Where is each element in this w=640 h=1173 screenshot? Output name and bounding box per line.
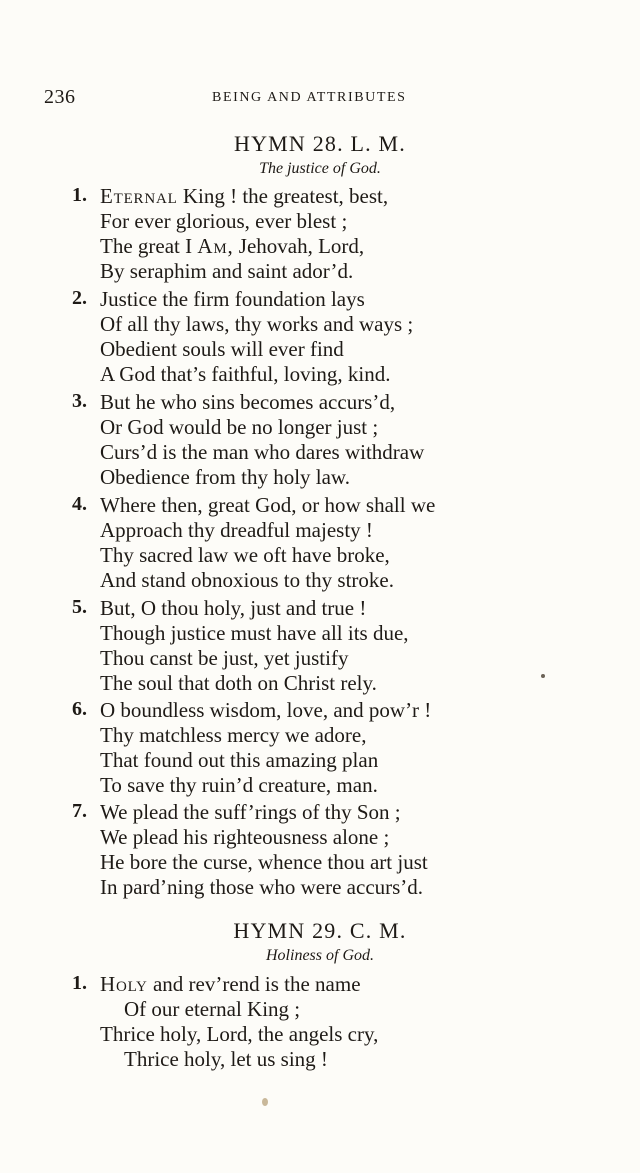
hymn-28-stanza-6 [72, 698, 532, 798]
foxing-spot [262, 1098, 268, 1106]
hymn-29-subtitle: Holiness of God. [266, 947, 374, 964]
stanza-line: That found out this amazing plan [100, 748, 379, 772]
stanza-number: 1. [72, 972, 87, 994]
stanza-number: 1. [72, 184, 87, 206]
stanza-line: Curs’d is the man who dares withdraw [100, 440, 425, 464]
stanza-line: A God that’s faithful, loving, kind. [100, 362, 391, 386]
stanza-number: 5. [72, 596, 87, 618]
stanza-line: To save thy ruin’d creature, man. [100, 773, 378, 797]
stanza-line: Obedience from thy holy law. [100, 465, 350, 489]
hymn-28-title: HYMN 28. L. M. [233, 131, 407, 156]
stanza-line: Or God would be no longer just ; [100, 415, 379, 439]
hymn-28-stanza-2 [72, 287, 532, 387]
stanza-line: But he who sins becomes accurs’d, [100, 390, 396, 414]
stanza-line: The soul that doth on Christ rely. [100, 671, 377, 695]
hymn-28-stanza-3 [72, 390, 532, 490]
stanza-line: Thrice holy, let us sing ! [124, 1047, 328, 1071]
stanza-line: We plead the suff’rings of thy Son ; [100, 800, 401, 824]
small-caps-word: Eternal [100, 184, 178, 208]
small-caps-word: Holy [100, 972, 148, 996]
stanza-line: By seraphim and saint ador’d. [100, 259, 354, 283]
running-title: BEING AND ATTRIBUTES [212, 90, 407, 105]
hymn-28-stanza-7 [72, 800, 532, 900]
hymn-28-stanza-5 [72, 596, 532, 696]
stanza-line: Thou canst be just, yet justify [100, 646, 349, 670]
hymn-28-subtitle: The justice of God. [259, 160, 381, 177]
stanza-line: Though justice must have all its due, [100, 621, 409, 645]
stanza-number: 4. [72, 493, 87, 515]
stanza-line: And stand obnoxious to thy stroke. [100, 568, 394, 592]
stanza-line: Where then, great God, or how shall we [100, 493, 436, 517]
small-caps-word: Am, [197, 234, 234, 258]
stanza-number: 3. [72, 390, 87, 412]
running-head [44, 86, 444, 112]
stanza-number: 7. [72, 800, 87, 822]
stanza-line: Thrice holy, Lord, the angels cry, [100, 1022, 379, 1046]
stanza-line: In pard’ning those who were accurs’d. [100, 875, 424, 899]
line-text: The great I [100, 234, 198, 258]
stanza-line: Approach thy dreadful majesty ! [100, 518, 373, 542]
stanza-line: Justice the firm foundation lays [100, 287, 365, 311]
stanza-line: Of our eternal King ; [124, 997, 301, 1021]
line-text: King ! the greatest, best, [177, 184, 389, 208]
stanza-number: 2. [72, 287, 87, 309]
ink-speck [541, 674, 545, 678]
stanza-line: We plead his righteousness alone ; [100, 825, 390, 849]
stanza-line: Thy sacred law we oft have broke, [100, 543, 390, 567]
stanza-line [72, 184, 532, 209]
line-text: Jehovah, Lord, [233, 234, 365, 258]
stanza-line: O boundless wisdom, love, and pow’r ! [100, 698, 432, 722]
stanza-line [72, 234, 532, 259]
stanza-line [72, 972, 532, 997]
hymn-28-stanza-4 [72, 493, 532, 593]
stanza-line: Obedient souls will ever find [100, 337, 344, 361]
hymn-29-title: HYMN 29. C. M. [233, 918, 407, 943]
page-number: 236 [44, 86, 76, 108]
hymn-28-stanza-1 [72, 184, 532, 284]
stanza-line: But, O thou holy, just and true ! [100, 596, 367, 620]
stanza-number: 6. [72, 698, 87, 720]
stanza-line: He bore the curse, whence thou art just [100, 850, 428, 874]
line-text: and rev’rend is the name [147, 972, 361, 996]
stanza-line: Thy matchless mercy we adore, [100, 723, 367, 747]
stanza-line: Of all thy laws, thy works and ways ; [100, 312, 414, 336]
hymn-29-stanza-1 [72, 972, 532, 1072]
stanza-line: For ever glorious, ever blest ; [100, 209, 348, 233]
